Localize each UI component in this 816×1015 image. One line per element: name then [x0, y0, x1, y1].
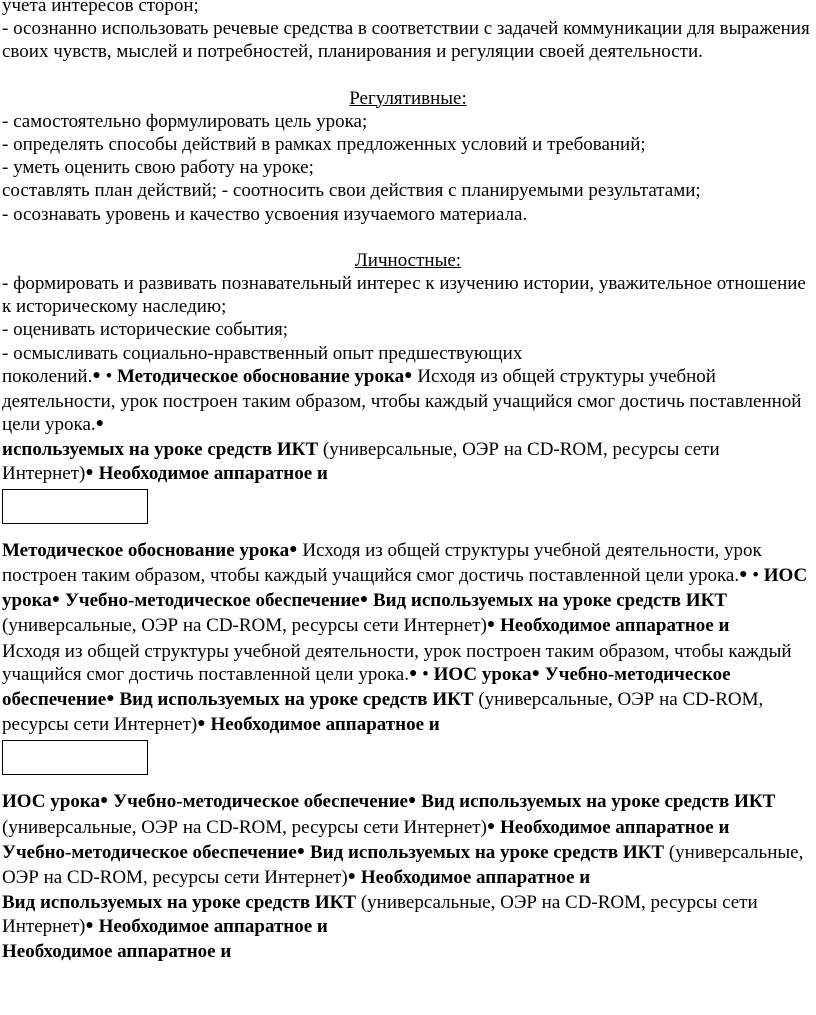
text-run: (универсальные, ОЭР на CD-ROM, ресурсы сети Интернет) — [2, 615, 487, 637]
text-run: Исходя из общей структуры учебной деятельности, урок построен таким образом, чтобы каждый учащийся смог достичь поставленной цели урока. — [2, 640, 792, 685]
hardware-term: Необходимое аппаратное и — [360, 867, 591, 889]
bullet-icon: ● — [486, 617, 496, 633]
text-run: (универсальные, ОЭР на CD-ROM, ресурсы сети Интернет) — [2, 689, 764, 736]
ict-term: Вид используемых на уроке средств ИКТ — [2, 892, 357, 914]
dot-icon: • — [105, 365, 113, 387]
ict-term: Вид используемых на уроке средств ИКТ — [119, 689, 474, 711]
bullet-icon: ● — [51, 592, 61, 608]
ict-term: Вид используемых на уроке средств ИКТ — [309, 841, 665, 863]
dot-icon: • — [752, 565, 759, 587]
list-item: - формировать и развивать познавательный интерес к изучению истории, уважительное отношение к историческому наследию; — [2, 273, 806, 318]
text-paragraph — [2, 640, 814, 739]
list-item: - определять способы действий в рамках предложенных условий и требований; — [2, 134, 646, 156]
bullet-icon: ● — [100, 793, 109, 809]
text-run: (универсальные, ОЭР на CD-ROM, ресурсы сети Интернет) — [2, 439, 720, 484]
text-paragraph — [2, 790, 814, 840]
text-paragraph — [2, 438, 814, 486]
empty-box — [2, 489, 148, 524]
bullet-icon: ● — [359, 592, 369, 608]
text-run: Исходя из общей структуры учебной деятельности, урок построен таким образом, чтобы каждый учащийся смог достичь поставленной цели урока. — [2, 365, 802, 436]
bullet-icon: ● — [486, 818, 496, 834]
list-item: - осознавать уровень и качество усвоения изучаемого материала. — [2, 203, 528, 225]
text-run: (универсальные, ОЭР на CD-ROM, ресурсы сети Интернет) — [2, 841, 804, 889]
section-heading-regulative: Регулятивные: — [349, 87, 467, 109]
ios-term: ИОС урока — [2, 791, 100, 813]
hardware-term: Необходимое аппаратное и — [500, 816, 730, 838]
bullet-icon: ● — [347, 869, 357, 885]
method-term: Методическое обоснование урока — [2, 539, 290, 561]
bullet-icon: ● — [106, 691, 115, 707]
hardware-term: Необходимое аппаратное и — [98, 915, 328, 937]
hardware-term: Необходимое аппаратное и — [500, 615, 730, 637]
text-paragraph: - осознанно использовать речевые средства в соответствии с задачей коммуникации для выражения своих чувств, мыслей и потребностей, планирования и регуляции своей деятельности. — [2, 18, 810, 63]
ict-term: Вид используемых на уроке средств ИКТ — [421, 791, 776, 813]
text-paragraph — [2, 841, 814, 891]
text-paragraph — [2, 365, 814, 439]
hardware-term: Необходимое аппаратное и — [210, 714, 440, 736]
ios-term: ИОС урока — [433, 663, 532, 685]
text-paragraph — [2, 539, 814, 640]
list-item: составлять план действий; - соотносить свои действия с планируемыми результатами; — [2, 180, 701, 202]
section-heading-personal: Личностные: — [354, 249, 462, 271]
bullet-icon: ● — [404, 367, 413, 383]
ios-term: ИОС урока — [2, 565, 808, 612]
text-run: (универсальные, ОЭР на CD-ROM, ресурсы сети Интернет) — [2, 816, 487, 838]
bullet-icon: ● — [85, 464, 94, 480]
method-term: Методическое обоснование урока — [116, 365, 405, 387]
document-page — [2, 0, 814, 963]
bullet-icon: ● — [85, 917, 94, 933]
text-line: учета интересов сторон; — [2, 0, 199, 16]
bullet-icon: ● — [92, 367, 101, 383]
edu-term: Учебно-методическое обеспечение — [2, 841, 297, 863]
ict-term: используемых на уроке средств ИКТ — [2, 439, 319, 461]
ict-term: Вид используемых на уроке средств ИКТ — [372, 590, 728, 612]
list-item: - оценивать исторические события; — [2, 319, 289, 341]
list-item: - осмысливать социально-нравственный опыт предшествующих — [2, 342, 523, 364]
text-paragraph — [2, 940, 814, 963]
edu-term: Учебно-методическое обеспечение — [113, 791, 408, 813]
bullet-icon: ● — [95, 416, 105, 432]
hardware-term: Необходимое аппаратное и — [2, 940, 232, 962]
list-item: - уметь оценить свою работу на уроке; — [2, 157, 314, 179]
edu-term: Учебно-методическое обеспечение — [2, 663, 731, 711]
list-item: - самостоятельно формулировать цель урока; — [2, 110, 368, 132]
dot-icon: • — [422, 663, 429, 685]
bullet-icon: ● — [296, 843, 306, 859]
bullet-icon: ● — [197, 716, 206, 732]
text-run: Исходя из общей структуры учебной деятельности, урок построен таким образом, чтобы каждый учащийся смог достичь поставленной цели урока. — [2, 539, 762, 587]
bullet-icon: ● — [408, 665, 418, 681]
text-paragraph — [2, 891, 814, 939]
bullet-icon: ● — [289, 541, 298, 557]
empty-box — [2, 740, 148, 775]
text-run: (универсальные, ОЭР на CD-ROM, ресурсы сети Интернет) — [2, 892, 758, 937]
bullet-icon: ● — [531, 665, 541, 681]
hardware-term: Необходимое аппаратное и — [98, 462, 328, 484]
bullet-icon: ● — [407, 793, 417, 809]
text-run: поколений. — [2, 365, 93, 387]
edu-term: Учебно-методическое обеспечение — [64, 590, 360, 612]
bullet-icon: ● — [739, 567, 748, 583]
